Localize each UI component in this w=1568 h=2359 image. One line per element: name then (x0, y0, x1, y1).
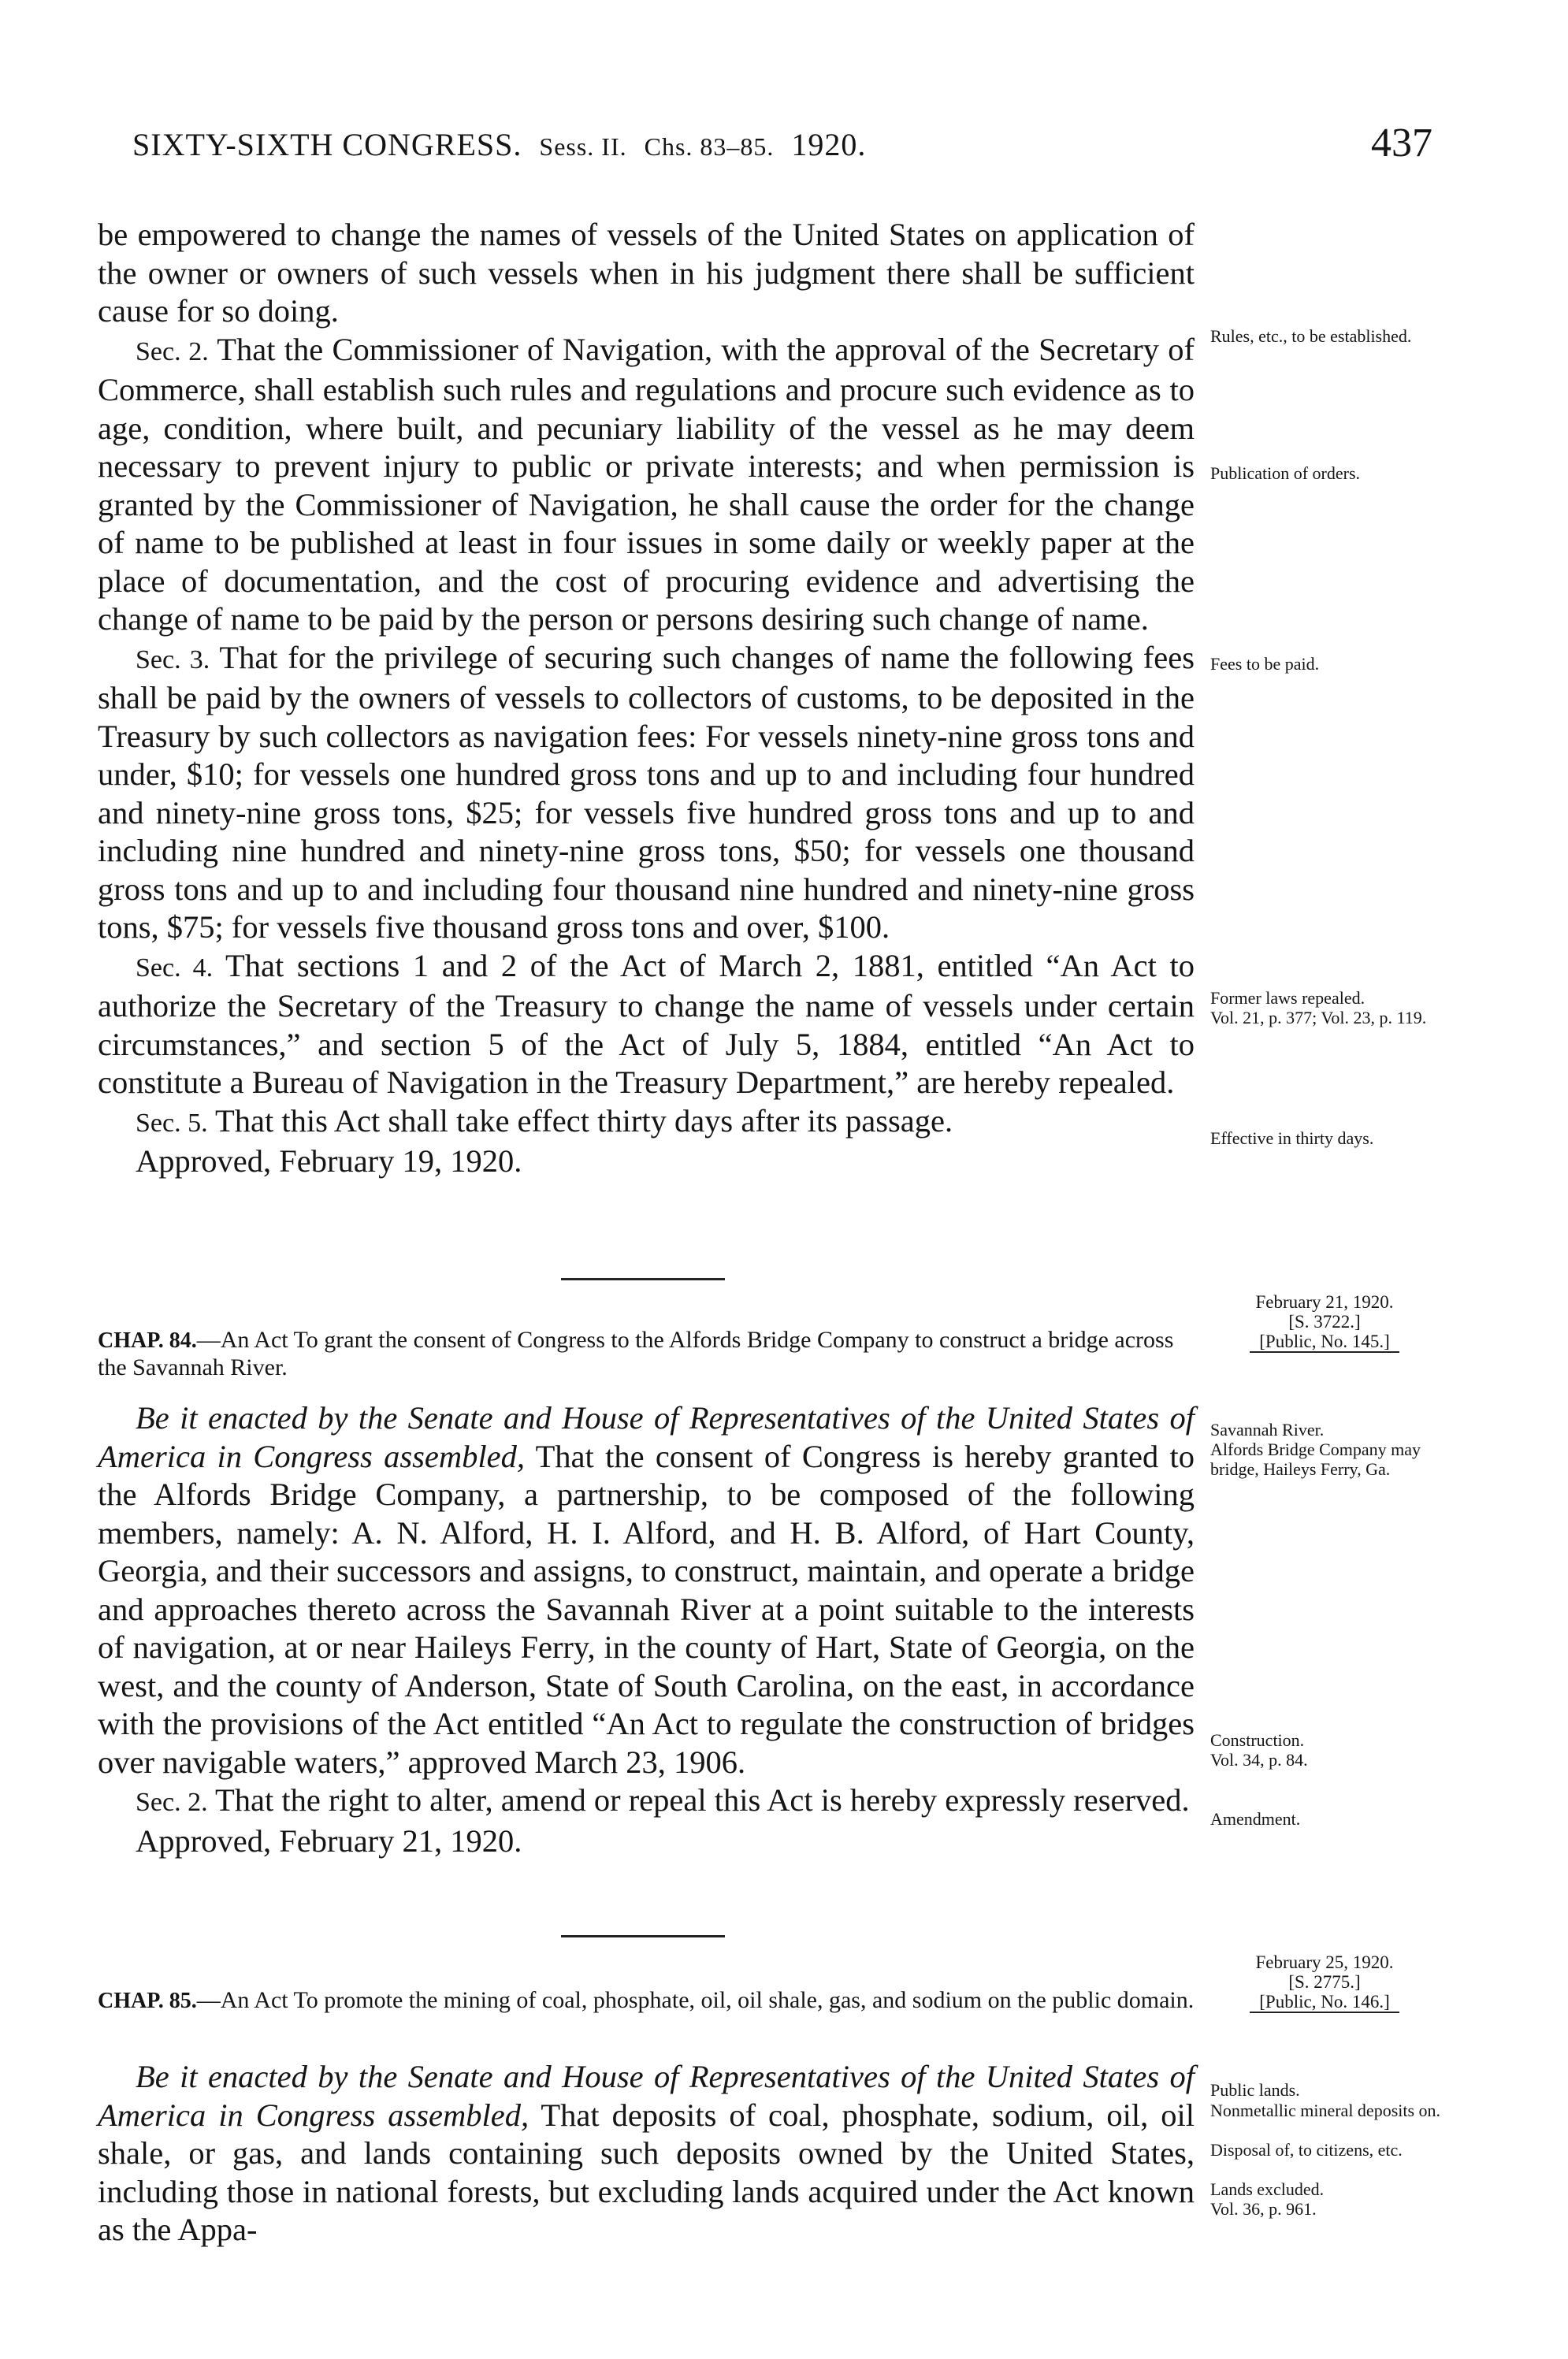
note-amendment: Amendment. (1210, 1809, 1301, 1829)
note-savannah-river: Savannah River. (1210, 1420, 1325, 1440)
chap84-bill: [S. 3722.] (1288, 1312, 1361, 1332)
chap84-heading (98, 1327, 1201, 1381)
act-83-para1: be empowered to change the names of vessels of the United States on application of the owner or owners of such vessels when in his judgment there shall be sufficient cause for so doing. (98, 217, 1195, 329)
chap85-sidebar (1210, 1952, 1439, 2013)
chap84-sidebar (1210, 1292, 1439, 1353)
note-publication: Publication of orders. (1210, 463, 1361, 483)
year: 1920. (791, 127, 867, 162)
page-number: 437 (1371, 121, 1432, 165)
chap85-public: [Public, No. 146.] (1210, 1992, 1439, 2013)
sec5-label: Sec. 5. (136, 1108, 208, 1138)
chap84-title: —An Act To grant the consent of Congress to the Alfords Bridge Company to construct a bridge across the Savannah River. (98, 1327, 1174, 1380)
chap85-text (98, 2058, 1195, 2249)
chap85-title: —An Act To promote the mining of coal, phosphate, oil, oil shale, gas, and sodium on the public domain. (196, 1987, 1195, 2013)
chap84-public: [Public, No. 145.] (1210, 1332, 1439, 1353)
running-title: SIXTY-SIXTH CONGRESS. (132, 127, 522, 162)
act-83-sec2 (98, 331, 1195, 639)
note-disposal: Disposal of, to citizens, etc. (1210, 2140, 1403, 2160)
sec5-text: That this Act shall take effect thirty days after its passage. (215, 1102, 953, 1139)
chap85-para (98, 2058, 1195, 2249)
chap84-para (98, 1399, 1195, 1781)
act-83-approved: Approved, February 19, 1920. (136, 1143, 522, 1179)
act-83-sec3 (98, 639, 1195, 947)
chap84-approved: Approved, February 21, 1920. (136, 1822, 522, 1859)
chap85-label: CHAP. 85. (98, 1989, 197, 2013)
act-83-text (98, 216, 1195, 1181)
note-alfords-company: Alfords Bridge Company may bridge, Haileys Ferry, Ga. (1210, 1440, 1421, 1479)
chap84-enacting: Be it enacted by the Senate and House of Representatives of the United States of America in Congress assembled, (98, 1400, 1195, 1474)
note-vol36-ref: Vol. 36, p. 961. (1210, 2199, 1317, 2219)
sec3-label: Sec. 3. (136, 645, 210, 674)
note-effective: Effective in thirty days. (1210, 1128, 1374, 1148)
note-fees: Fees to be paid. (1210, 654, 1320, 674)
chap84-sec2-label: Sec. 2. (136, 1788, 208, 1817)
chap84-sec2-text: That the right to alter, amend or repeal this Act is hereby expressly reserved. (215, 1782, 1190, 1818)
note-nonmetallic: Nonmetallic mineral deposits on. (1210, 2101, 1441, 2120)
session: Sess. II. (539, 132, 627, 161)
sec2-text: That the Commissioner of Navigation, with the approval of the Secretary of Commerce, shall establish such rules and regulations and procure such evidence as to age, condition, where built, and pecuniary liability of the vessel as he may deem necessary to prevent injury to public or private interests; and when permission is granted by the Commissioner of Navigation, he shall cause the order for the change of name to be published at least in four issues in some daily or weekly paper at the place of documentation, and the cost of procuring evidence and advertising the change of name to be paid by the person or persons desiring such change of name. (98, 331, 1195, 637)
note-lands-excluded: Lands excluded. (1210, 2179, 1325, 2199)
note-public-lands: Public lands. (1210, 2080, 1300, 2100)
chap84-label: CHAP. 84. (98, 1328, 197, 1353)
chap84-date: February 21, 1920. (1255, 1292, 1394, 1312)
note-construction: Construction. (1210, 1730, 1305, 1750)
note-former-laws-ref: Vol. 21, p. 377; Vol. 23, p. 119. (1210, 1008, 1427, 1027)
chap85-enacting: Be it enacted by the Senate and House of Representatives of the United States of America in Congress assembled, (98, 2059, 1195, 2133)
act-83-sec5 (98, 1102, 1195, 1143)
sec3-text: That for the privilege of securing such changes of name the following fees shall be paid by the owners of vessels to collectors of customs, to be deposited in the Treasury by such collectors as navigation fees: For vessels ninety-nine gross tons and under, $10; for vessels one hundred gross tons and up to and including four hundred and ninety-nine gross tons, $25; for vessels five hundred gross tons and up to and including nine hundred and ninety-nine gross tons, $50; for vessels one thousand gross tons and up to and including four thousand nine hundred and ninety-nine gross tons, $75; for vessels five thousand gross tons and over, $100. (98, 639, 1195, 945)
note-rules: Rules, etc., to be established. (1210, 326, 1412, 346)
divider-1 (561, 1278, 725, 1280)
chap85-heading (98, 1987, 1201, 2015)
divider-2 (561, 1935, 725, 1937)
note-former-laws: Former laws repealed. (1210, 988, 1365, 1008)
chapters: Chs. 83–85. (644, 132, 775, 161)
chap85-bill: [S. 2775.] (1288, 1972, 1361, 1992)
note-construction-ref: Vol. 34, p. 84. (1210, 1750, 1308, 1770)
sec4-text: That sections 1 and 2 of the Act of March 2, 1881, entitled “An Act to authorize the Secretary of the Treasury to change the name of vessels under certain circumstances,” and section 5 of the Act of July 5, 1884, entitled “An Act to constitute a Bureau of Navigation in the Treasury Department,” are hereby repealed. (98, 947, 1195, 1100)
chap84-text (98, 1399, 1195, 1860)
chap84-sec2 (98, 1781, 1195, 1822)
act-83-sec4 (98, 947, 1195, 1102)
chap85-date: February 25, 1920. (1255, 1952, 1394, 1972)
chap85-body: That deposits of coal, phosphate, sodium, oil, oil shale, or gas, and lands containing such deposits owned by the United States, including those in national forests, but excluding lands acquired under the Act known as the Appa- (98, 2097, 1195, 2247)
running-header (132, 126, 866, 163)
sec2-label: Sec. 2. (136, 336, 209, 366)
sec4-label: Sec. 4. (136, 953, 214, 983)
chap84-body: That the consent of Congress is hereby granted to the Alfords Bridge Company, a partnership, to be composed of the following members, namely: A. N. Alford, H. I. Alford, and H. B. Alford, of Hart County, Georgia, and their successors and assigns, to construct, maintain, and operate a bridge and approaches thereto across the Savannah River at a point suitable to the interests of navigation, at or near Haileys Ferry, in the county of Hart, State of Georgia, on the west, and the county of Anderson, State of South Carolina, on the east, in accordance with the provisions of the Act entitled “An Act to regulate the construction of bridges over navigable waters,” approved March 23, 1906. (98, 1438, 1195, 1780)
